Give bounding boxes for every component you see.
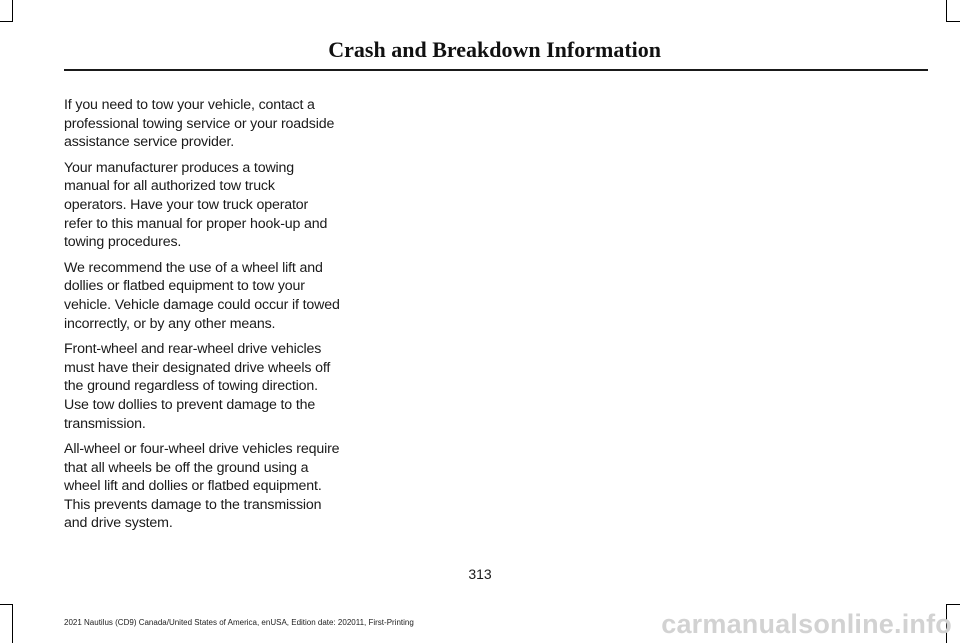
paragraph-all-four-wheel-drive: All-wheel or four-wheel drive vehicles require that all wheels be off the ground using a wheel lift and dollies or flatbed equipment. This prevents damage to the transmission and drive system. [64,441,340,532]
paragraph-front-rear-wheel-drive: Front-wheel and rear-wheel drive vehicles must have their designated drive wheels off the ground regardless of towing direction. Use tow dollies to prevent damage to the transmission. [64,341,331,432]
body-column [64,96,340,540]
paragraph-recommended-equipment: We recommend the use of a wheel lift and dollies or flatbed equipment to tow your vehicle. Vehicle damage could occur if towed incorrectly, or by any other means. [64,259,340,332]
crop-mark-bottom-left-horizontal [0,604,13,605]
header-rule [64,69,928,71]
crop-mark-bottom-left-vertical [12,604,13,643]
crop-mark-bottom-right-horizontal [946,604,960,605]
watermark: carmanualsonline.info [661,609,952,639]
page-title: Crash and Breakdown Information [328,37,661,62]
page-header [64,36,928,72]
crop-mark-top-right-horizontal [946,21,960,22]
edition-info: 2021 Nautilus (CD9) Canada/United States of America, enUSA, Edition date: 202011, First-Printing [64,618,414,627]
crop-mark-top-left-horizontal [0,21,13,22]
crop-mark-top-left-vertical [12,0,13,22]
paragraph-contact-towing: If you need to tow your vehicle, contact a professional towing service or your roadside assistance service provider. [64,97,335,151]
crop-mark-top-right-vertical [946,0,947,22]
paragraph-towing-manual: Your manufacturer produces a towing manual for all authorized tow truck operators. Have your tow truck operator refer to this manual for proper hook-up and towing procedures. [64,159,328,251]
page-number: 313 [468,566,492,582]
